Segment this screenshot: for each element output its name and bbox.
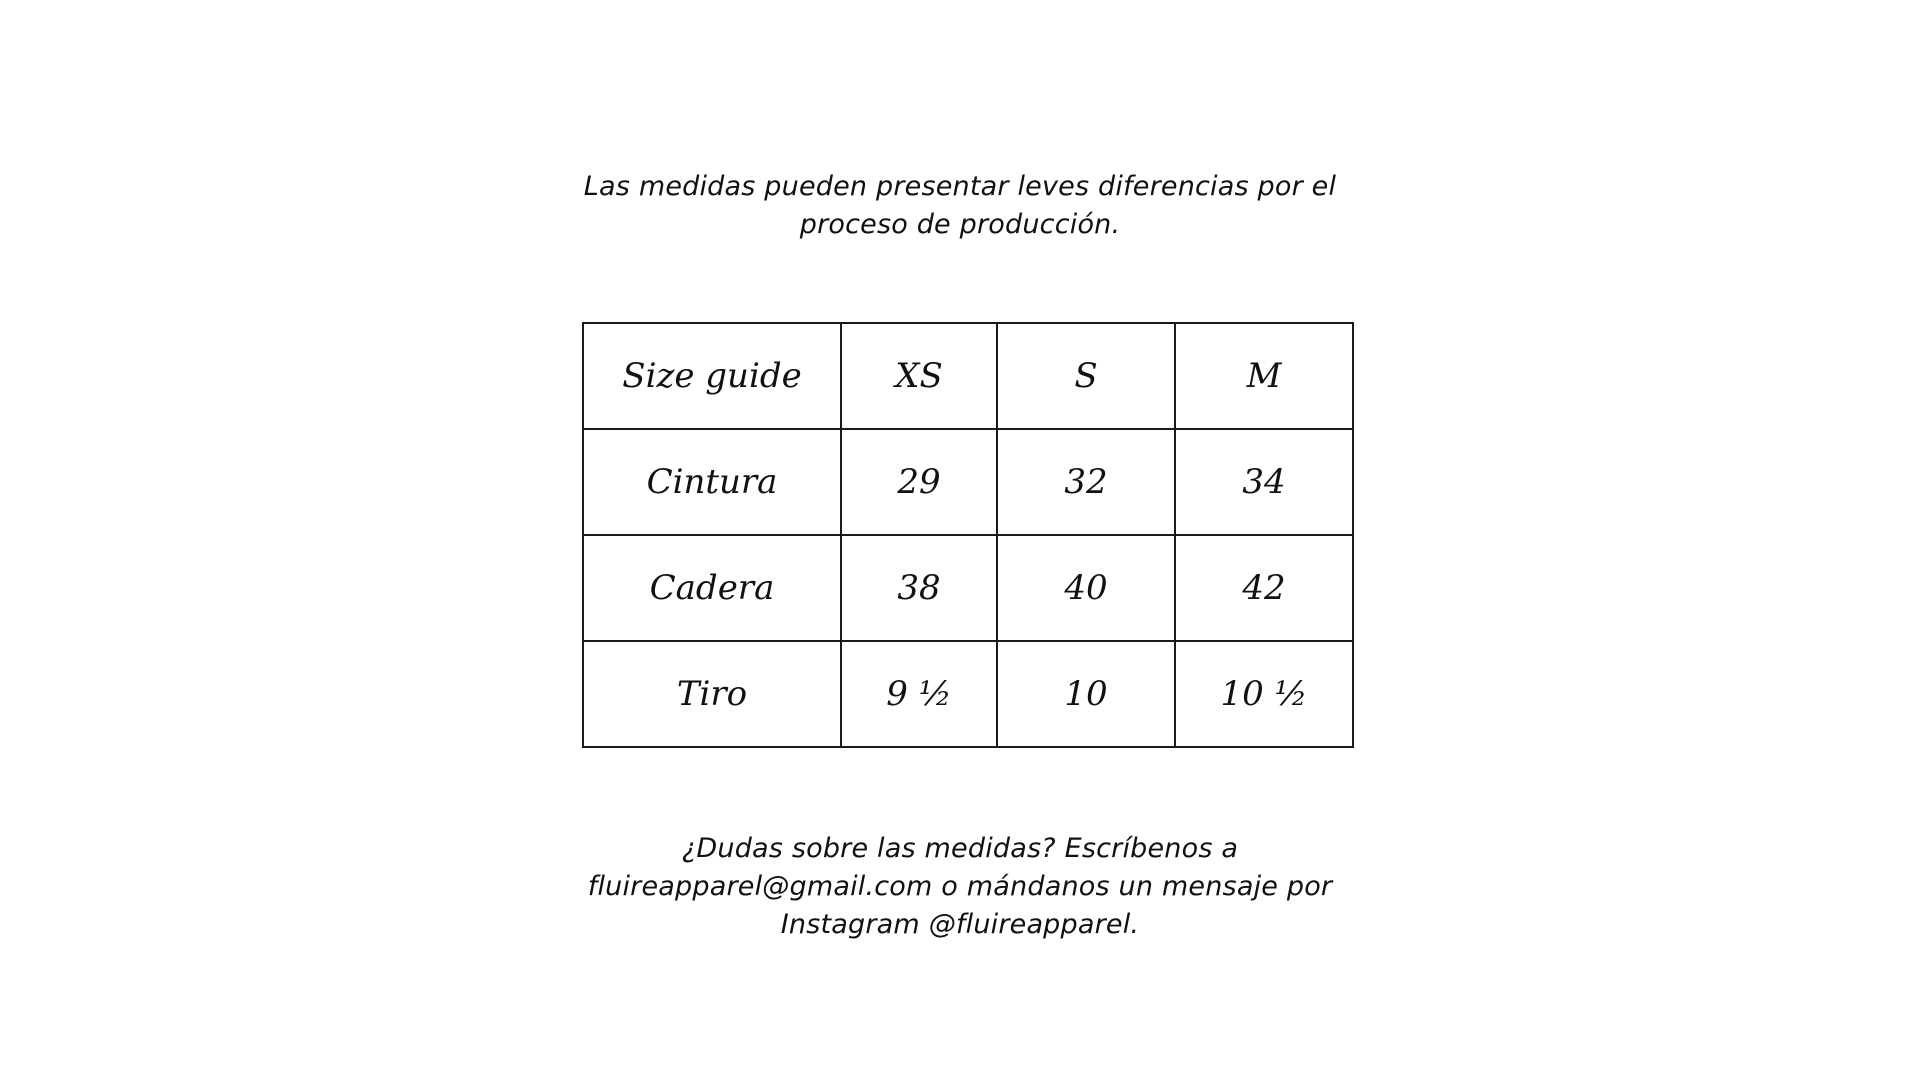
cell-cintura-xs: 29 xyxy=(841,429,997,535)
row-label-cintura: Cintura xyxy=(583,429,841,535)
row-label-tiro: Tiro xyxy=(583,641,841,747)
disclaimer-line-2: proceso de producción. xyxy=(799,209,1121,240)
contact-line-3: Instagram @fluireapparel. xyxy=(780,909,1140,940)
cell-cadera-m: 42 xyxy=(1175,535,1353,641)
table-row xyxy=(583,535,1353,641)
header-size-s: S xyxy=(997,323,1175,429)
disclaimer-line-1: Las medidas pueden presentar leves diferencias por el xyxy=(583,171,1337,202)
contact-line-2: fluireapparel@gmail.com o mándanos un mensaje por xyxy=(587,871,1333,902)
size-guide-table xyxy=(582,322,1354,748)
table-row xyxy=(583,641,1353,747)
cell-cadera-xs: 38 xyxy=(841,535,997,641)
header-size-xs: XS xyxy=(841,323,997,429)
row-label-cadera: Cadera xyxy=(583,535,841,641)
header-size-guide: Size guide xyxy=(583,323,841,429)
cell-tiro-m: 10 ½ xyxy=(1175,641,1353,747)
cell-tiro-xs: 9 ½ xyxy=(841,641,997,747)
cell-cintura-s: 32 xyxy=(997,429,1175,535)
cell-cadera-s: 40 xyxy=(997,535,1175,641)
header-size-m: M xyxy=(1175,323,1353,429)
contact-line-1: ¿Dudas sobre las medidas? Escríbenos a xyxy=(681,833,1239,864)
cell-cintura-m: 34 xyxy=(1175,429,1353,535)
table-row xyxy=(583,429,1353,535)
contact-note xyxy=(560,830,1360,944)
table-header-row xyxy=(583,323,1353,429)
cell-tiro-s: 10 xyxy=(997,641,1175,747)
disclaimer-note xyxy=(560,168,1360,244)
